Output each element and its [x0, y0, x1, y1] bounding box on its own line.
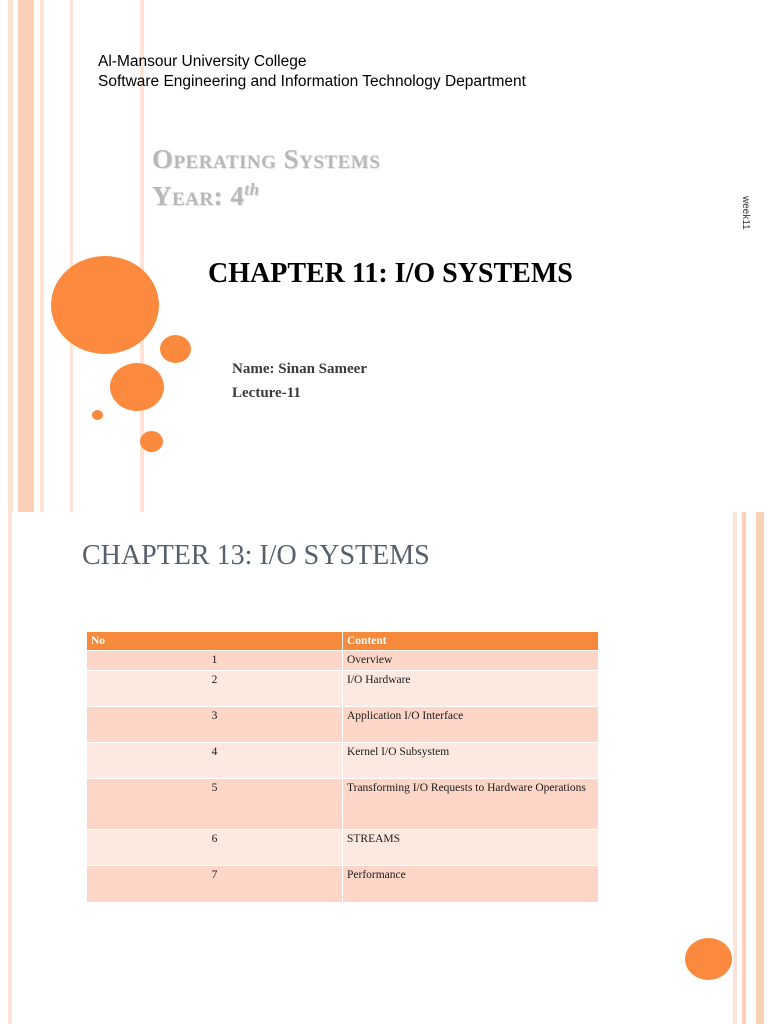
table-header-content: Content	[343, 632, 599, 651]
table-row	[87, 866, 599, 902]
course-title: Operating Systems	[152, 144, 381, 174]
row-content: Overview	[343, 651, 599, 671]
row-number: 2	[87, 671, 343, 707]
week-label: week11	[740, 196, 751, 230]
row-content: Performance	[343, 866, 599, 902]
table-row	[87, 651, 599, 671]
row-number: 6	[87, 830, 343, 866]
contents-chapter-title: CHAPTER 13: I/O SYSTEMS	[82, 540, 430, 571]
lecture-number: Lecture-11	[232, 385, 301, 401]
row-number: 1	[87, 651, 343, 671]
row-number: 4	[87, 743, 343, 779]
department-name: Software Engineering and Information Technology Department	[98, 73, 526, 90]
table-row	[87, 671, 599, 707]
decorative-circle	[92, 410, 103, 420]
decorative-stripe	[18, 0, 34, 512]
decorative-stripe	[756, 512, 764, 1024]
year-label	[152, 180, 260, 212]
decorative-circle	[140, 431, 163, 452]
row-content: Transforming I/O Requests to Hardware Operations	[343, 779, 599, 830]
chapter-title: CHAPTER 11: I/O SYSTEMS	[208, 258, 573, 289]
decorative-stripe	[70, 0, 73, 512]
decorative-stripe	[733, 512, 737, 1024]
row-content: I/O Hardware	[343, 671, 599, 707]
row-content: STREAMS	[343, 830, 599, 866]
decorative-circle	[685, 938, 732, 980]
decorative-circle-large	[51, 256, 159, 354]
table-row	[87, 743, 599, 779]
row-content: Application I/O Interface	[343, 707, 599, 743]
decorative-stripe	[8, 512, 12, 1024]
row-number: 7	[87, 866, 343, 902]
decorative-stripe	[742, 512, 746, 1024]
college-name: Al-Mansour University College	[98, 53, 307, 70]
year-superscript: th	[244, 180, 260, 199]
contents-table	[87, 632, 599, 902]
author-name: Name: Sinan Sameer	[232, 361, 367, 377]
table-row	[87, 707, 599, 743]
row-content: Kernel I/O Subsystem	[343, 743, 599, 779]
row-number: 5	[87, 779, 343, 830]
decorative-circle	[160, 335, 191, 363]
row-number: 3	[87, 707, 343, 743]
decorative-stripe	[8, 0, 13, 512]
decorative-circle	[110, 363, 164, 411]
decorative-stripe	[40, 0, 44, 512]
table-header-no: No	[87, 632, 343, 651]
table-row	[87, 779, 599, 830]
year-text: Year: 4	[152, 181, 245, 211]
table-row	[87, 830, 599, 866]
